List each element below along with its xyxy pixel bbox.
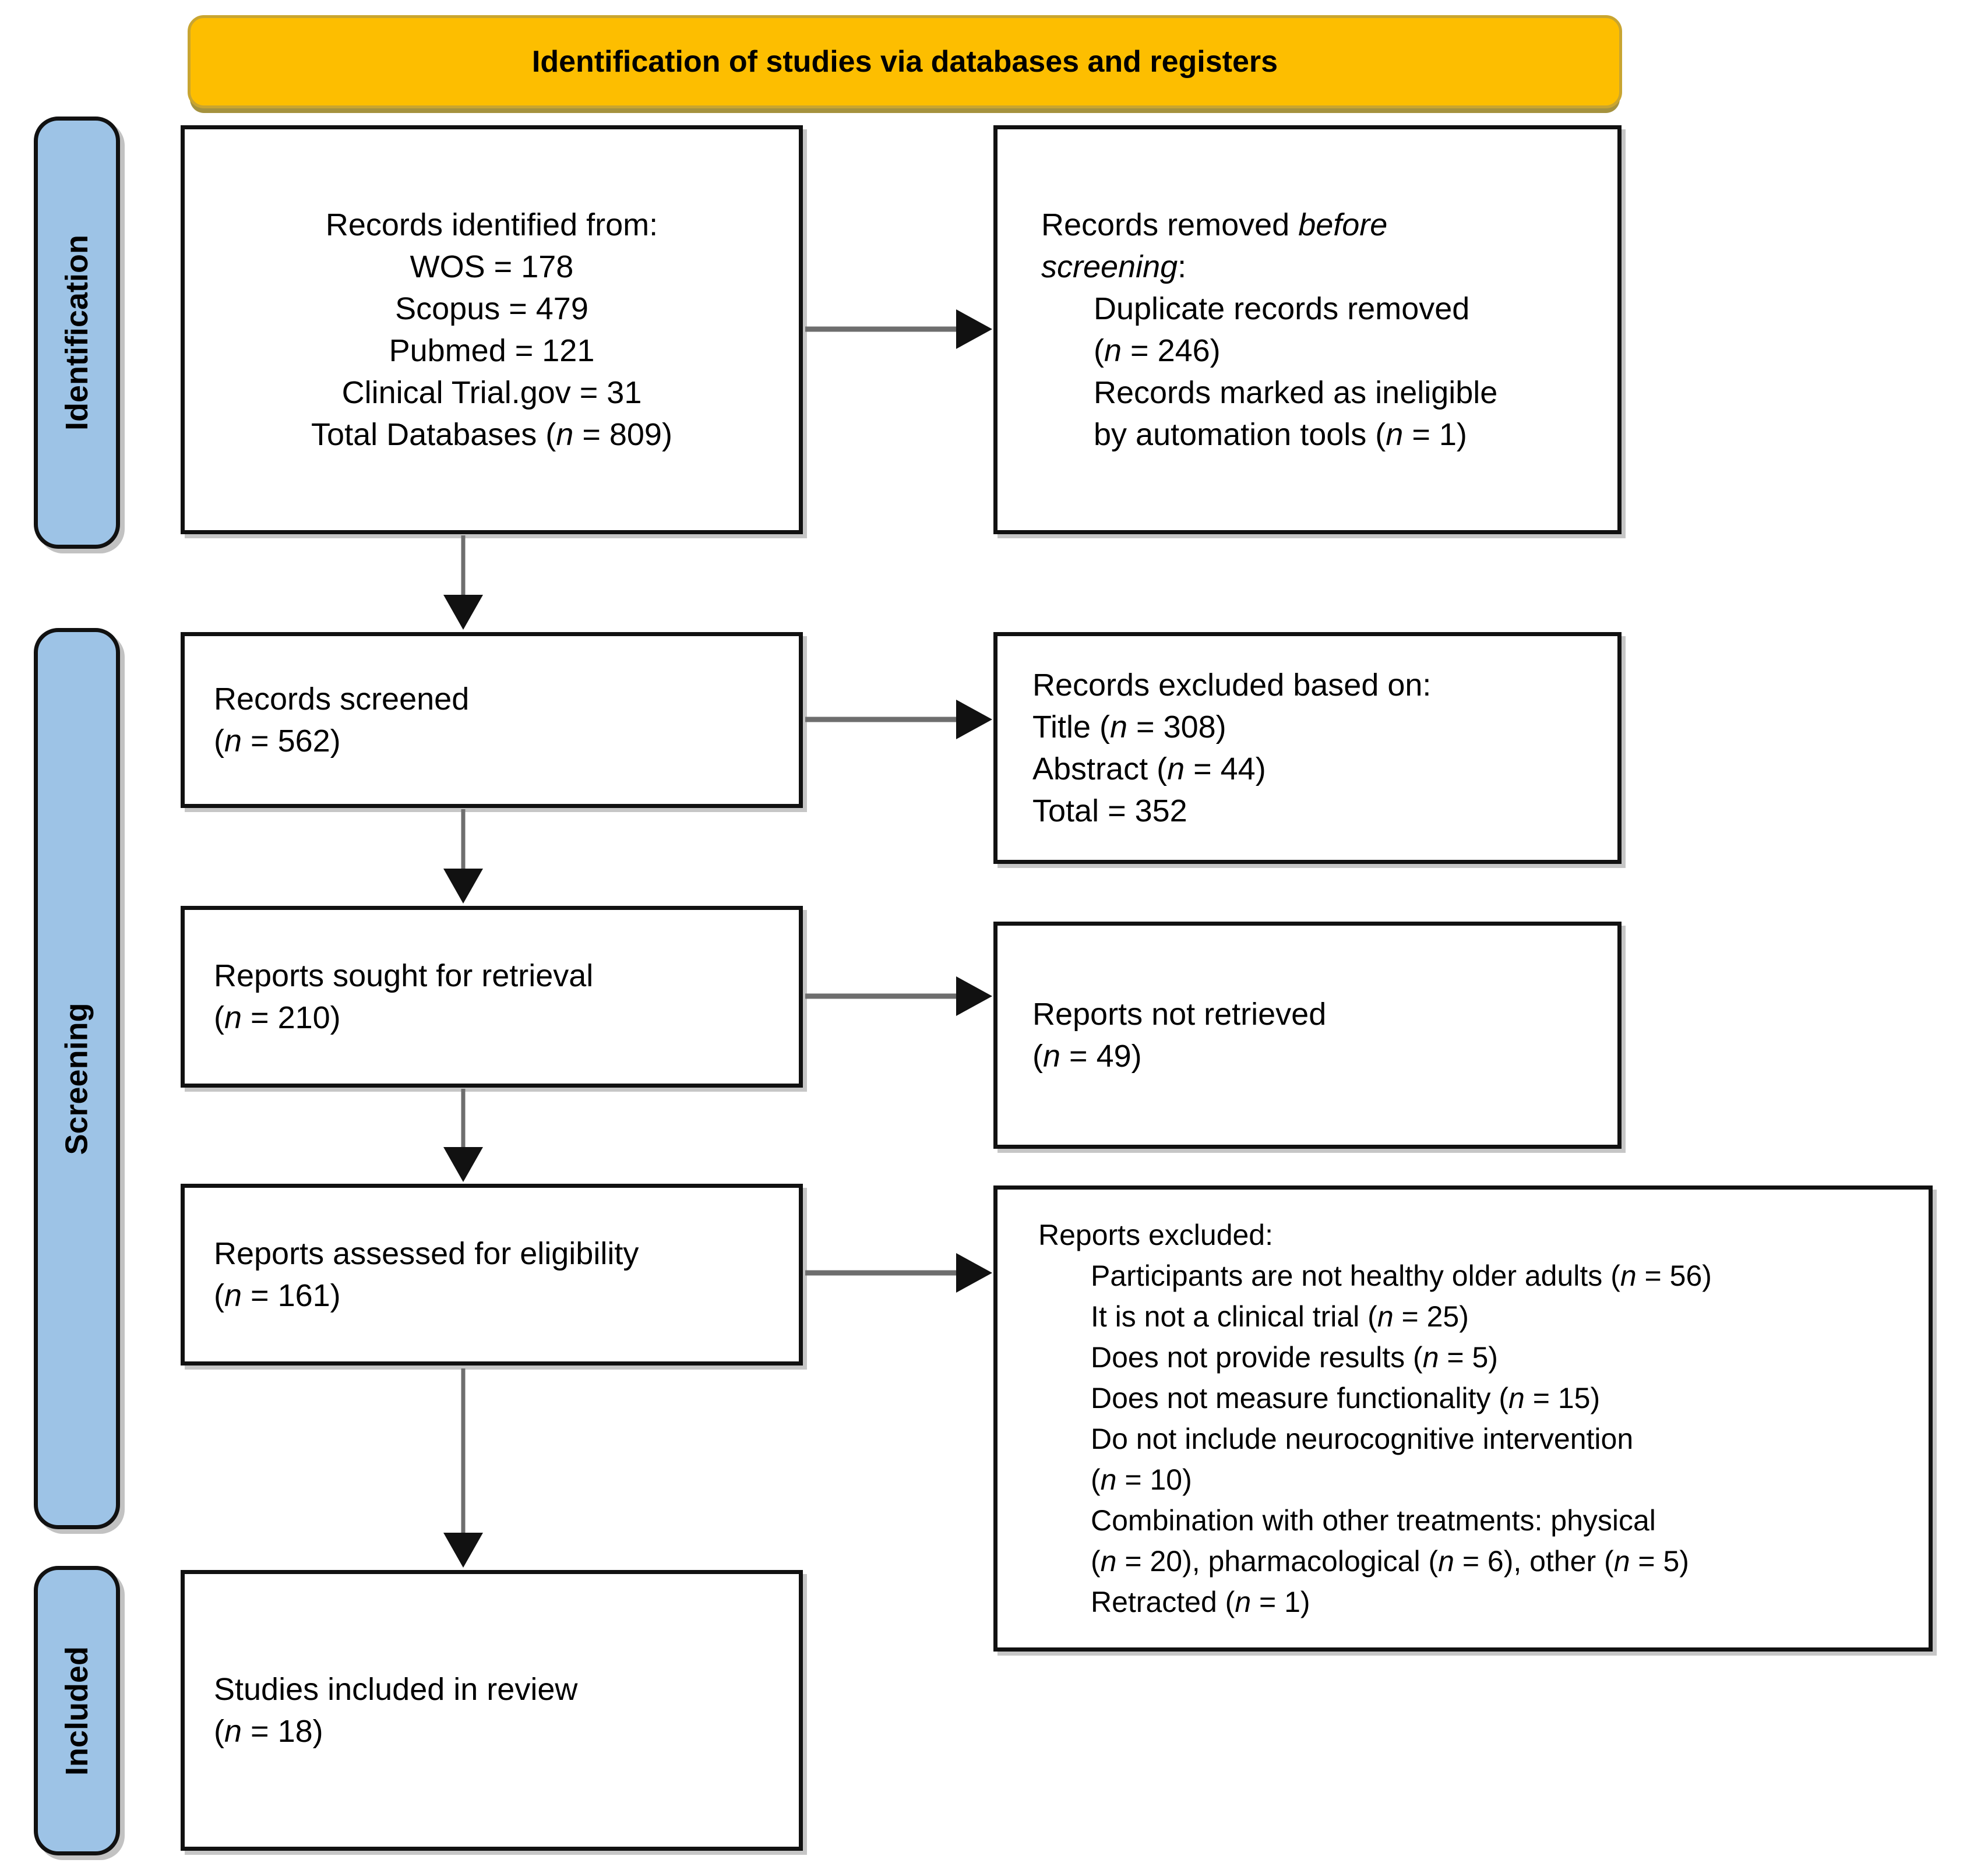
- box-studies-included: [181, 1570, 803, 1851]
- text-line: screening:: [1041, 249, 1187, 284]
- box-records-identified: [181, 125, 803, 534]
- stage-identification-label: Identification: [59, 235, 94, 431]
- text-line: Participants are not healthy older adults (n = 56): [1091, 1259, 1712, 1292]
- arrow-screened-to-excluded: [805, 700, 992, 739]
- text-line: WOS = 178: [410, 249, 574, 284]
- text-line: Reports sought for retrieval: [214, 958, 594, 993]
- text-line: Title (n = 308): [1032, 710, 1226, 745]
- arrow-identified-to-removed: [805, 309, 992, 349]
- text-line: Records marked as ineligible: [1094, 375, 1498, 410]
- text-line: Records removed before: [1041, 207, 1388, 242]
- text-line: Records excluded based on:: [1032, 668, 1432, 703]
- text-line: (n = 20), pharmacological (n = 6), other (n = 5): [1091, 1545, 1689, 1578]
- box-records-excluded: [993, 632, 1622, 864]
- box-reports-assessed: [181, 1184, 803, 1366]
- text-line: by automation tools (n = 1): [1094, 417, 1467, 452]
- box-records-screened: [181, 632, 803, 808]
- banner-title: Identification of studies via databases and registers: [531, 45, 1278, 79]
- text-line: Do not include neurocognitive intervention: [1091, 1423, 1634, 1455]
- arrow-sought-to-assessed: [443, 1089, 483, 1182]
- text-line: (n = 10): [1091, 1463, 1192, 1496]
- text-line: (n = 210): [214, 1000, 341, 1035]
- text-line: (n = 18): [214, 1714, 323, 1749]
- box-reports-sought: [181, 906, 803, 1088]
- text-line: Combination with other treatments: physical: [1091, 1504, 1656, 1537]
- text-line: Records identified from:: [325, 207, 658, 242]
- box-reports-not-retrieved: [993, 922, 1622, 1149]
- arrow-identified-to-screened: [443, 535, 483, 630]
- arrow-assessed-to-included: [443, 1368, 483, 1568]
- text-line: It is not a clinical trial (n = 25): [1091, 1300, 1469, 1333]
- text-line: Retracted (n = 1): [1091, 1586, 1310, 1618]
- stage-screening-label: Screening: [59, 1002, 94, 1155]
- text-line: (n = 49): [1032, 1039, 1142, 1074]
- box-records-removed: [993, 125, 1622, 534]
- arrow-assessed-to-excluded: [805, 1253, 992, 1293]
- banner: [188, 15, 1622, 108]
- text-line: Does not provide results (n = 5): [1091, 1341, 1498, 1374]
- text-line: Reports assessed for eligibility: [214, 1236, 639, 1271]
- text-line: Clinical Trial.gov = 31: [341, 375, 642, 410]
- text-line: Records screened: [214, 682, 470, 717]
- text-line: Duplicate records removed: [1094, 291, 1470, 326]
- stage-identification: [34, 117, 120, 549]
- stage-included-label: Included: [59, 1646, 95, 1776]
- text-line: Pubmed = 121: [389, 333, 595, 368]
- stage-screening: [34, 628, 120, 1529]
- text-line: Reports excluded:: [1038, 1219, 1274, 1251]
- box-reports-excluded: [993, 1185, 1933, 1652]
- text-line: Reports not retrieved: [1032, 997, 1327, 1032]
- text-line: (n = 562): [214, 724, 341, 758]
- arrow-sought-to-not-retrieved: [805, 976, 992, 1016]
- text-line: (n = 246): [1094, 333, 1221, 368]
- text-line: Does not measure functionality (n = 15): [1091, 1382, 1601, 1414]
- arrow-screened-to-sought: [443, 809, 483, 904]
- text-line: Studies included in review: [214, 1672, 578, 1707]
- text-line: Total Databases (n = 809): [311, 417, 672, 452]
- text-line: Total = 352: [1032, 793, 1187, 828]
- stage-included: [34, 1566, 120, 1855]
- text-line: (n = 161): [214, 1278, 341, 1313]
- text-line: Abstract (n = 44): [1032, 751, 1266, 786]
- text-line: Scopus = 479: [395, 291, 588, 326]
